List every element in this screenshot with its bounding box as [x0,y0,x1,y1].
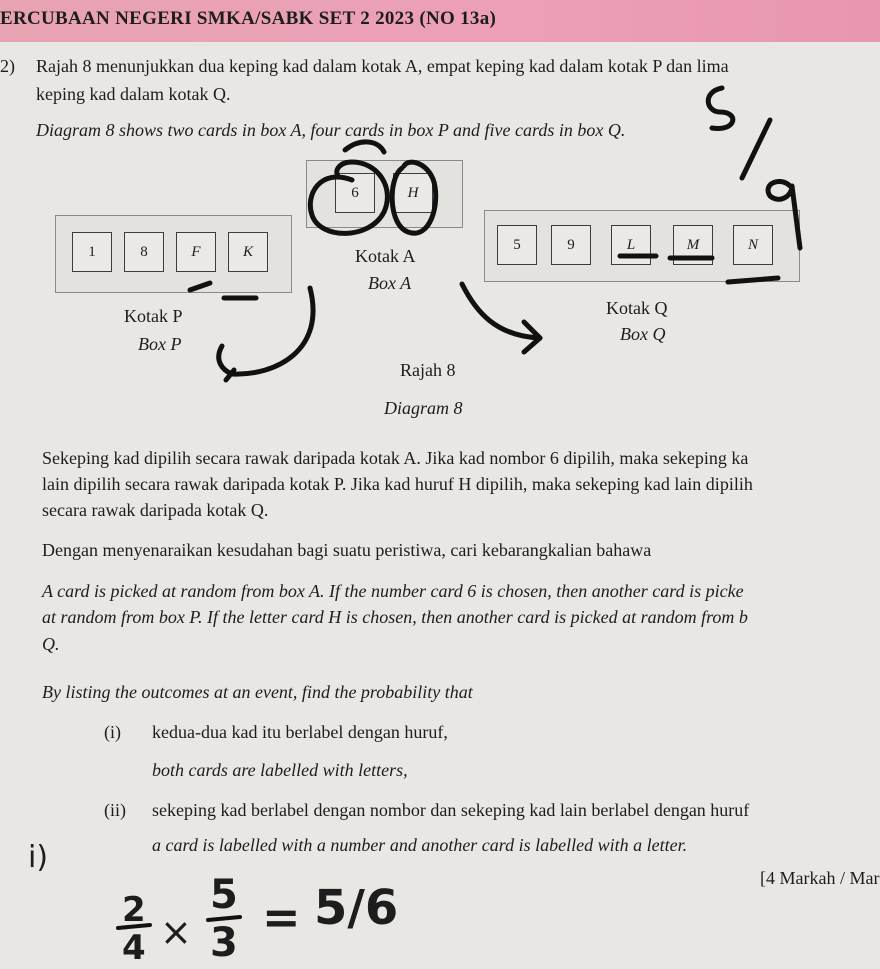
box-q [484,210,800,282]
box-a [306,160,463,228]
intro-ms-line-2: keping kad dalam kotak Q. [36,84,231,104]
box-p [55,215,292,293]
body-ms-line-4: Dengan menyenaraikan kesudahan bagi suatu peristiwa, cari kebarangkalian bahawa [42,540,652,560]
hw-numerator-1: 2 [122,890,146,930]
part-ii-ms: sekeping kad berlabel dengan nombor dan sekeping kad lain berlabel dengan huruf [152,800,750,820]
body-ms-line-3: secara rawak daripada kotak Q. [42,500,269,520]
intro-en: Diagram 8 shows two cards in box A, four cards in box P and five cards in box Q. [36,120,626,140]
part-i-number: (i) [104,722,121,742]
hw-numerator-2: 5 [210,872,238,918]
diagram-caption-ms: Rajah 8 [400,360,456,380]
card-l: L [611,225,651,265]
hw-equals: = [262,890,301,944]
hw-arrow-p [219,288,313,374]
part-ii-en: a card is labelled with a number and another card is labelled with a letter. [152,835,688,855]
hw-stroke-top [345,142,384,152]
card-m: M [673,225,713,265]
intro-ms-line-1: Rajah 8 menunjukkan dua keping kad dalam kotak A, empat keping kad dalam kotak P dan lima [36,56,729,76]
card-9: 9 [551,225,591,265]
question-number: 2) [0,56,15,76]
card-h: H [393,173,433,213]
body-en-line-3: Q. [42,634,60,654]
card-n: N [733,225,773,265]
marks-allocation: [4 Markah / Mar [760,868,880,888]
part-ii-number: (ii) [104,800,126,820]
box-a-label-ms: Kotak A [355,246,416,266]
body-ms-line-1: Sekeping kad dipilih secara rawak daripada kotak A. Jika kad nombor 6 dipilih, maka sekeping ka [42,448,749,468]
card-6: 6 [335,173,375,213]
hw-arrow-p-head [226,370,234,380]
card-k: K [228,232,268,272]
hw-arrow-q-head [524,322,540,352]
box-a-label-en: Box A [368,273,412,293]
hw-result: 5/6 [314,880,399,936]
part-i-en: both cards are labelled with letters, [152,760,408,780]
part-i-ms: kedua-dua kad itu berlabel dengan huruf, [152,722,448,742]
hw-times: × [160,910,192,954]
card-8: 8 [124,232,164,272]
hw-part-mark: i) [28,840,49,875]
page-header-title: ERCUBAAN NEGERI SMKA/SABK SET 2 2023 (NO 13a) [0,8,497,29]
hw-s-mark [708,88,733,129]
hw-denominator-2: 3 [210,920,238,966]
body-en-line-1: A card is picked at random from box A. If the number card 6 is chosen, then another card is picke [42,581,744,601]
box-p-label-ms: Kotak P [124,306,183,326]
hw-slash [742,120,770,178]
body-en-line-4: By listing the outcomes at an event, find the probability that [42,682,473,702]
body-en-line-2: at random from box P. If the letter card H is chosen, then another card is picked at random from b [42,607,748,627]
card-f: F [176,232,216,272]
card-1: 1 [72,232,112,272]
hw-arrow-q [462,284,540,338]
box-q-label-ms: Kotak Q [606,298,668,318]
box-p-label-en: Box P [138,334,182,354]
body-ms-line-2: lain dipilih secara rawak daripada kotak P. Jika kad huruf H dipilih, maka sekeping kad lain dipilih [42,474,753,494]
box-q-label-en: Box Q [620,324,666,344]
diagram-caption-en: Diagram 8 [384,398,463,418]
hw-denominator-1: 4 [122,928,146,968]
card-5: 5 [497,225,537,265]
